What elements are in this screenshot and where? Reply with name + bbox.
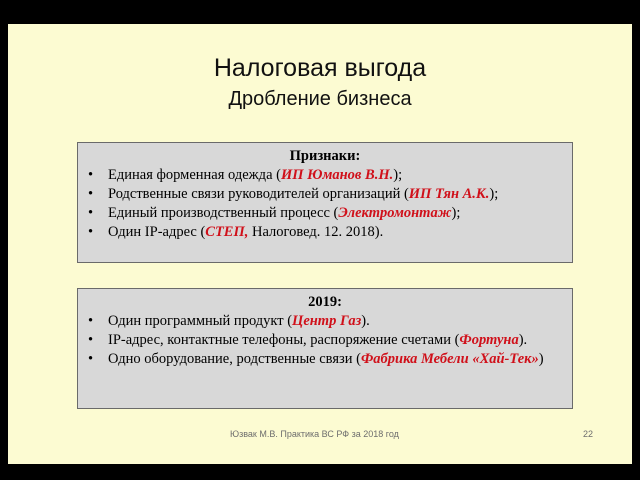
list-item [86, 223, 564, 242]
bullet-icon: • [88, 186, 94, 202]
item-text-end: ). [361, 313, 370, 329]
item-text: IP-адрес, контактные телефоны, распоряжение счетами ( [108, 332, 460, 348]
list-item [86, 204, 564, 223]
item-text: Единый производственный процесс ( [108, 205, 339, 221]
slide [8, 24, 632, 464]
item-text: Единая форменная одежда ( [108, 167, 281, 183]
item-text: Одно оборудование, родственные связи ( [108, 351, 361, 367]
item-text: Родственные связи руководителей организаций ( [108, 186, 409, 202]
item-highlight: Фортуна [459, 332, 519, 348]
item-highlight: ИП Юманов В.Н. [280, 167, 394, 183]
item-highlight: СТЕП, [205, 224, 249, 240]
year-heading: 2019: [308, 294, 342, 310]
bullet-icon: • [88, 167, 94, 183]
item-text: Один программный продукт ( [108, 313, 293, 329]
item-highlight: Электромонтаж [338, 205, 452, 221]
item-highlight: ИП Тян А.К. [408, 186, 490, 202]
item-text-end: ) [538, 351, 544, 367]
year-2019-box [77, 288, 573, 409]
bullet-icon: • [88, 313, 94, 329]
slide-title: Налоговая выгода [213, 54, 427, 82]
item-text-end: ). [518, 332, 528, 348]
item-text: Один IP-адрес ( [108, 224, 206, 240]
item-text-end: ); [393, 167, 403, 183]
list-item [86, 166, 564, 185]
features-heading: Признаки: [289, 148, 361, 164]
item-text-end: Налоговед. 12. 2018). [248, 224, 384, 240]
list-item [86, 331, 564, 350]
page-number: 22 [583, 429, 594, 439]
item-text-end: ); [489, 186, 499, 202]
list-item [86, 312, 564, 331]
list-item [86, 350, 564, 369]
item-highlight: Фабрика Мебели «Хай-Тек» [360, 351, 539, 367]
features-list [86, 166, 564, 242]
slide-subtitle: Дробление бизнеса [228, 88, 412, 110]
bullet-icon: • [88, 224, 94, 240]
item-highlight: Центр Газ [292, 313, 362, 329]
bullet-icon: • [88, 351, 94, 367]
bullet-icon: • [88, 332, 94, 348]
footer-text: Юзвак М.В. Практика ВС РФ за 2018 год [230, 429, 399, 439]
bullet-icon: • [88, 205, 94, 221]
item-text-end: ); [451, 205, 461, 221]
list-item [86, 185, 564, 204]
features-box [77, 142, 573, 263]
year-list [86, 312, 564, 369]
